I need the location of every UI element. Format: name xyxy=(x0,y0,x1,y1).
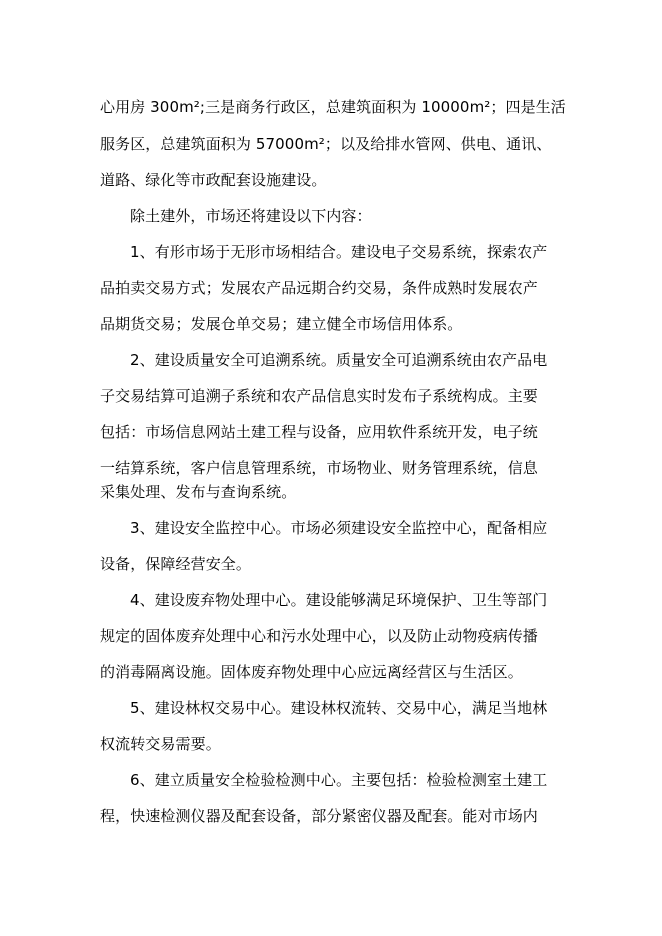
text-line: 采集处理、发布与查询系统。 xyxy=(100,483,297,501)
text-line: 子交易结算可追溯子系统和农产品信息实时发布子系统构成。主要 xyxy=(100,387,538,405)
text-line: 程，快速检测仪器及配套设备，部分紧密仪器及配套。能对市场内 xyxy=(100,807,538,825)
paragraph-first-line: 6、建立质量安全检验检测中心。主要包括：检验检测室土建工 xyxy=(130,771,548,789)
text-line: 的消毒隔离设施。固体废弃物处理中心应远离经营区与生活区。 xyxy=(100,663,523,681)
paragraph-first-line: 5、建设林权交易中心。建设林权流转、交易中心，满足当地林 xyxy=(130,699,548,717)
paragraph-first-line: 3、建设安全监控中心。市场必须建设安全监控中心，配备相应 xyxy=(130,519,548,537)
text-line: 心用房 300m²;三是商务行政区，总建筑面积为 10000m²；四是生活 xyxy=(100,98,566,116)
text-line: 品拍卖交易方式；发展农产品远期合约交易，条件成熟时发展农产 xyxy=(100,279,538,297)
paragraph-first-line: 4、建设废弃物处理中心。建设能够满足环境保护、卫生等部门 xyxy=(130,591,548,609)
paragraph-first-line: 除土建外，市场还将建设以下内容： xyxy=(130,207,372,225)
text-line: 一结算系统，客户信息管理系统，市场物业、财务管理系统，信息 xyxy=(100,459,538,477)
text-line: 服务区，总建筑面积为 57000m²；以及给排水管网、供电、通讯、 xyxy=(100,135,552,153)
text-line: 权流转交易需要。 xyxy=(100,735,221,753)
text-line: 设备，保障经营安全。 xyxy=(100,555,252,573)
text-line: 品期货交易；发展仓单交易；建立健全市场信用体系。 xyxy=(100,315,463,333)
text-line: 包括：市场信息网站土建工程与设备，应用软件系统开发，电子统 xyxy=(100,423,538,441)
paragraph-first-line: 1、有形市场于无形市场相结合。建设电子交易系统，探索农产 xyxy=(130,243,548,261)
text-line: 道路、绿化等市政配套设施建设。 xyxy=(100,171,327,189)
paragraph-first-line: 2、建设质量安全可追溯系统。质量安全可追溯系统由农产品电 xyxy=(130,351,548,369)
text-line: 规定的固体废弃处理中心和污水处理中心，以及防止动物疫病传播 xyxy=(100,627,538,645)
